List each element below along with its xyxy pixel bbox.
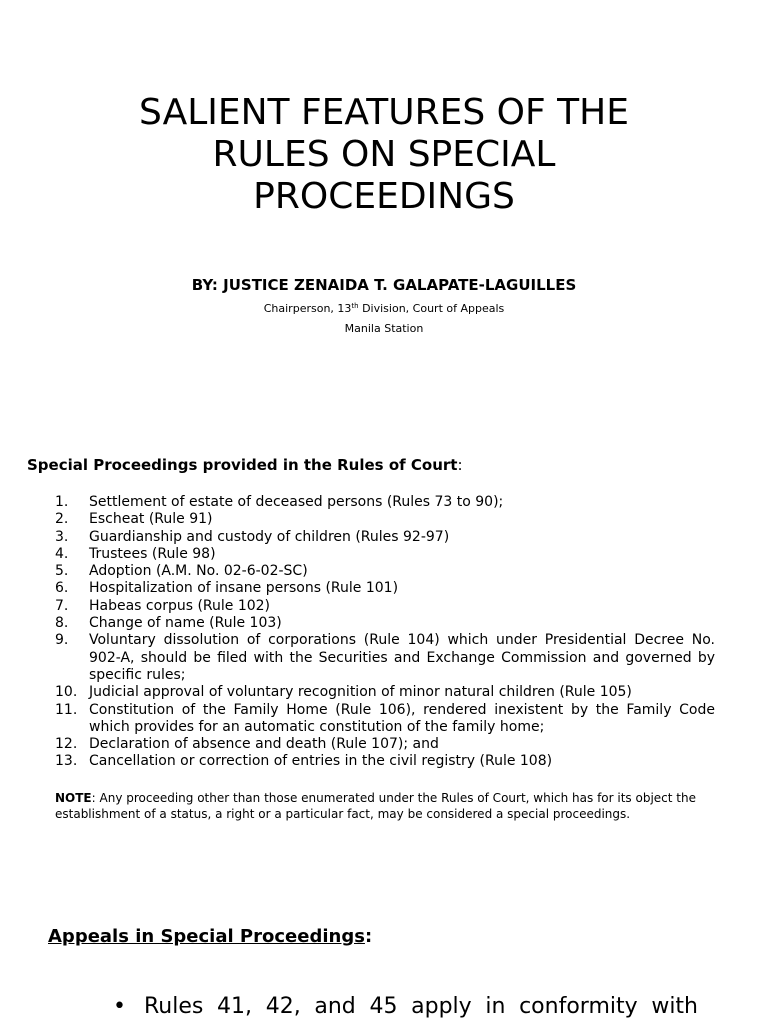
list-item bbox=[55, 632, 715, 684]
list-item-number: 6. bbox=[55, 580, 69, 597]
bullet-item bbox=[113, 992, 698, 1022]
section-heading-colon: : bbox=[457, 456, 463, 474]
list-item-text: Escheat (Rule 91) bbox=[89, 511, 213, 528]
appeals-heading-text: Appeals in Special Proceedings bbox=[48, 926, 365, 947]
list-item-number: 8. bbox=[55, 615, 69, 632]
list-item-text: Trustees (Rule 98) bbox=[89, 545, 216, 562]
list-item bbox=[55, 702, 715, 737]
list-item-text: Guardianship and custody of children (Rules 92-97) bbox=[89, 528, 450, 545]
appeals-heading-colon: : bbox=[364, 926, 373, 947]
appeals-bullet-list bbox=[113, 992, 698, 1022]
list-item bbox=[55, 563, 715, 580]
list-item-number: 2. bbox=[55, 511, 69, 528]
list-item bbox=[55, 511, 715, 528]
list-item-number: 4. bbox=[55, 545, 69, 562]
list-item-number: 1. bbox=[55, 494, 69, 510]
list-item-text: Hospitalization of insane persons (Rule 101) bbox=[89, 580, 399, 597]
list-item bbox=[55, 580, 715, 597]
list-item-text: Constitution of the Family Home (Rule 106), rendered inexistent by the Family Code which provides for an automatic constitution of the family home; bbox=[89, 701, 715, 735]
position-suffix: Division, Court of Appeals bbox=[358, 302, 505, 315]
list-item-text: Habeas corpus (Rule 102) bbox=[89, 597, 271, 614]
list-item bbox=[55, 753, 715, 770]
list-item-number: 10. bbox=[55, 684, 78, 701]
list-item bbox=[55, 546, 715, 563]
list-item bbox=[55, 615, 715, 632]
proceedings-list bbox=[55, 494, 715, 771]
author-position bbox=[0, 302, 768, 315]
list-item-number: 7. bbox=[55, 597, 69, 614]
title-line: PROCEEDINGS bbox=[253, 176, 515, 217]
list-item-text: Settlement of estate of deceased persons (Rules 73 to 90); bbox=[89, 494, 504, 510]
list-item-text: Adoption (A.M. No. 02-6-02-SC) bbox=[89, 563, 308, 580]
list-item bbox=[55, 736, 715, 753]
bullet-marker: • bbox=[113, 994, 126, 1019]
bullet-text: Rules 41, 42, and 45 apply in conformity with bbox=[144, 994, 698, 1019]
list-item-text: Judicial approval of voluntary recognition of minor natural children (Rule 105) bbox=[89, 684, 632, 701]
section-heading-text: Special Proceedings provided in the Rules of Court bbox=[27, 456, 458, 474]
list-item-number: 9. bbox=[55, 632, 69, 649]
title-line: RULES ON SPECIAL bbox=[212, 134, 556, 175]
list-item-number: 13. bbox=[55, 753, 78, 770]
title-line: SALIENT FEATURES OF THE bbox=[139, 92, 629, 133]
author-byline: BY: JUSTICE ZENAIDA T. GALAPATE-LAGUILLES bbox=[191, 276, 577, 294]
note-label: NOTE bbox=[55, 791, 92, 805]
author-station: Manila Station bbox=[344, 322, 424, 335]
note-text: : Any proceeding other than those enumerated under the Rules of Court, which has for its object the establishment of a status, a right or a particular fact, may be considered a special proceedings. bbox=[55, 791, 696, 821]
document-title bbox=[0, 92, 768, 218]
list-item bbox=[55, 494, 715, 511]
list-item-number: 5. bbox=[55, 563, 69, 580]
list-item-text: Cancellation or correction of entries in the civil registry (Rule 108) bbox=[89, 753, 553, 770]
list-item bbox=[55, 684, 715, 701]
list-item-number: 12. bbox=[55, 736, 78, 753]
list-item-number: 3. bbox=[55, 528, 69, 545]
list-item bbox=[55, 598, 715, 615]
list-item-text: Change of name (Rule 103) bbox=[89, 615, 282, 632]
list-item-text: Declaration of absence and death (Rule 107); and bbox=[89, 736, 439, 753]
list-item bbox=[55, 529, 715, 546]
list-item-text: Voluntary dissolution of corporations (Rule 104) which under Presidential Decree No. 902-A, should be filed with the Securities and Exchange Commission and governed by specific rules; bbox=[89, 632, 715, 683]
appeals-heading bbox=[48, 926, 372, 947]
position-prefix: Chairperson, 13 bbox=[263, 302, 352, 315]
note-paragraph bbox=[55, 790, 740, 822]
list-item-number: 11. bbox=[55, 701, 78, 718]
section-heading bbox=[27, 456, 463, 474]
position-ordinal: th bbox=[351, 302, 359, 310]
